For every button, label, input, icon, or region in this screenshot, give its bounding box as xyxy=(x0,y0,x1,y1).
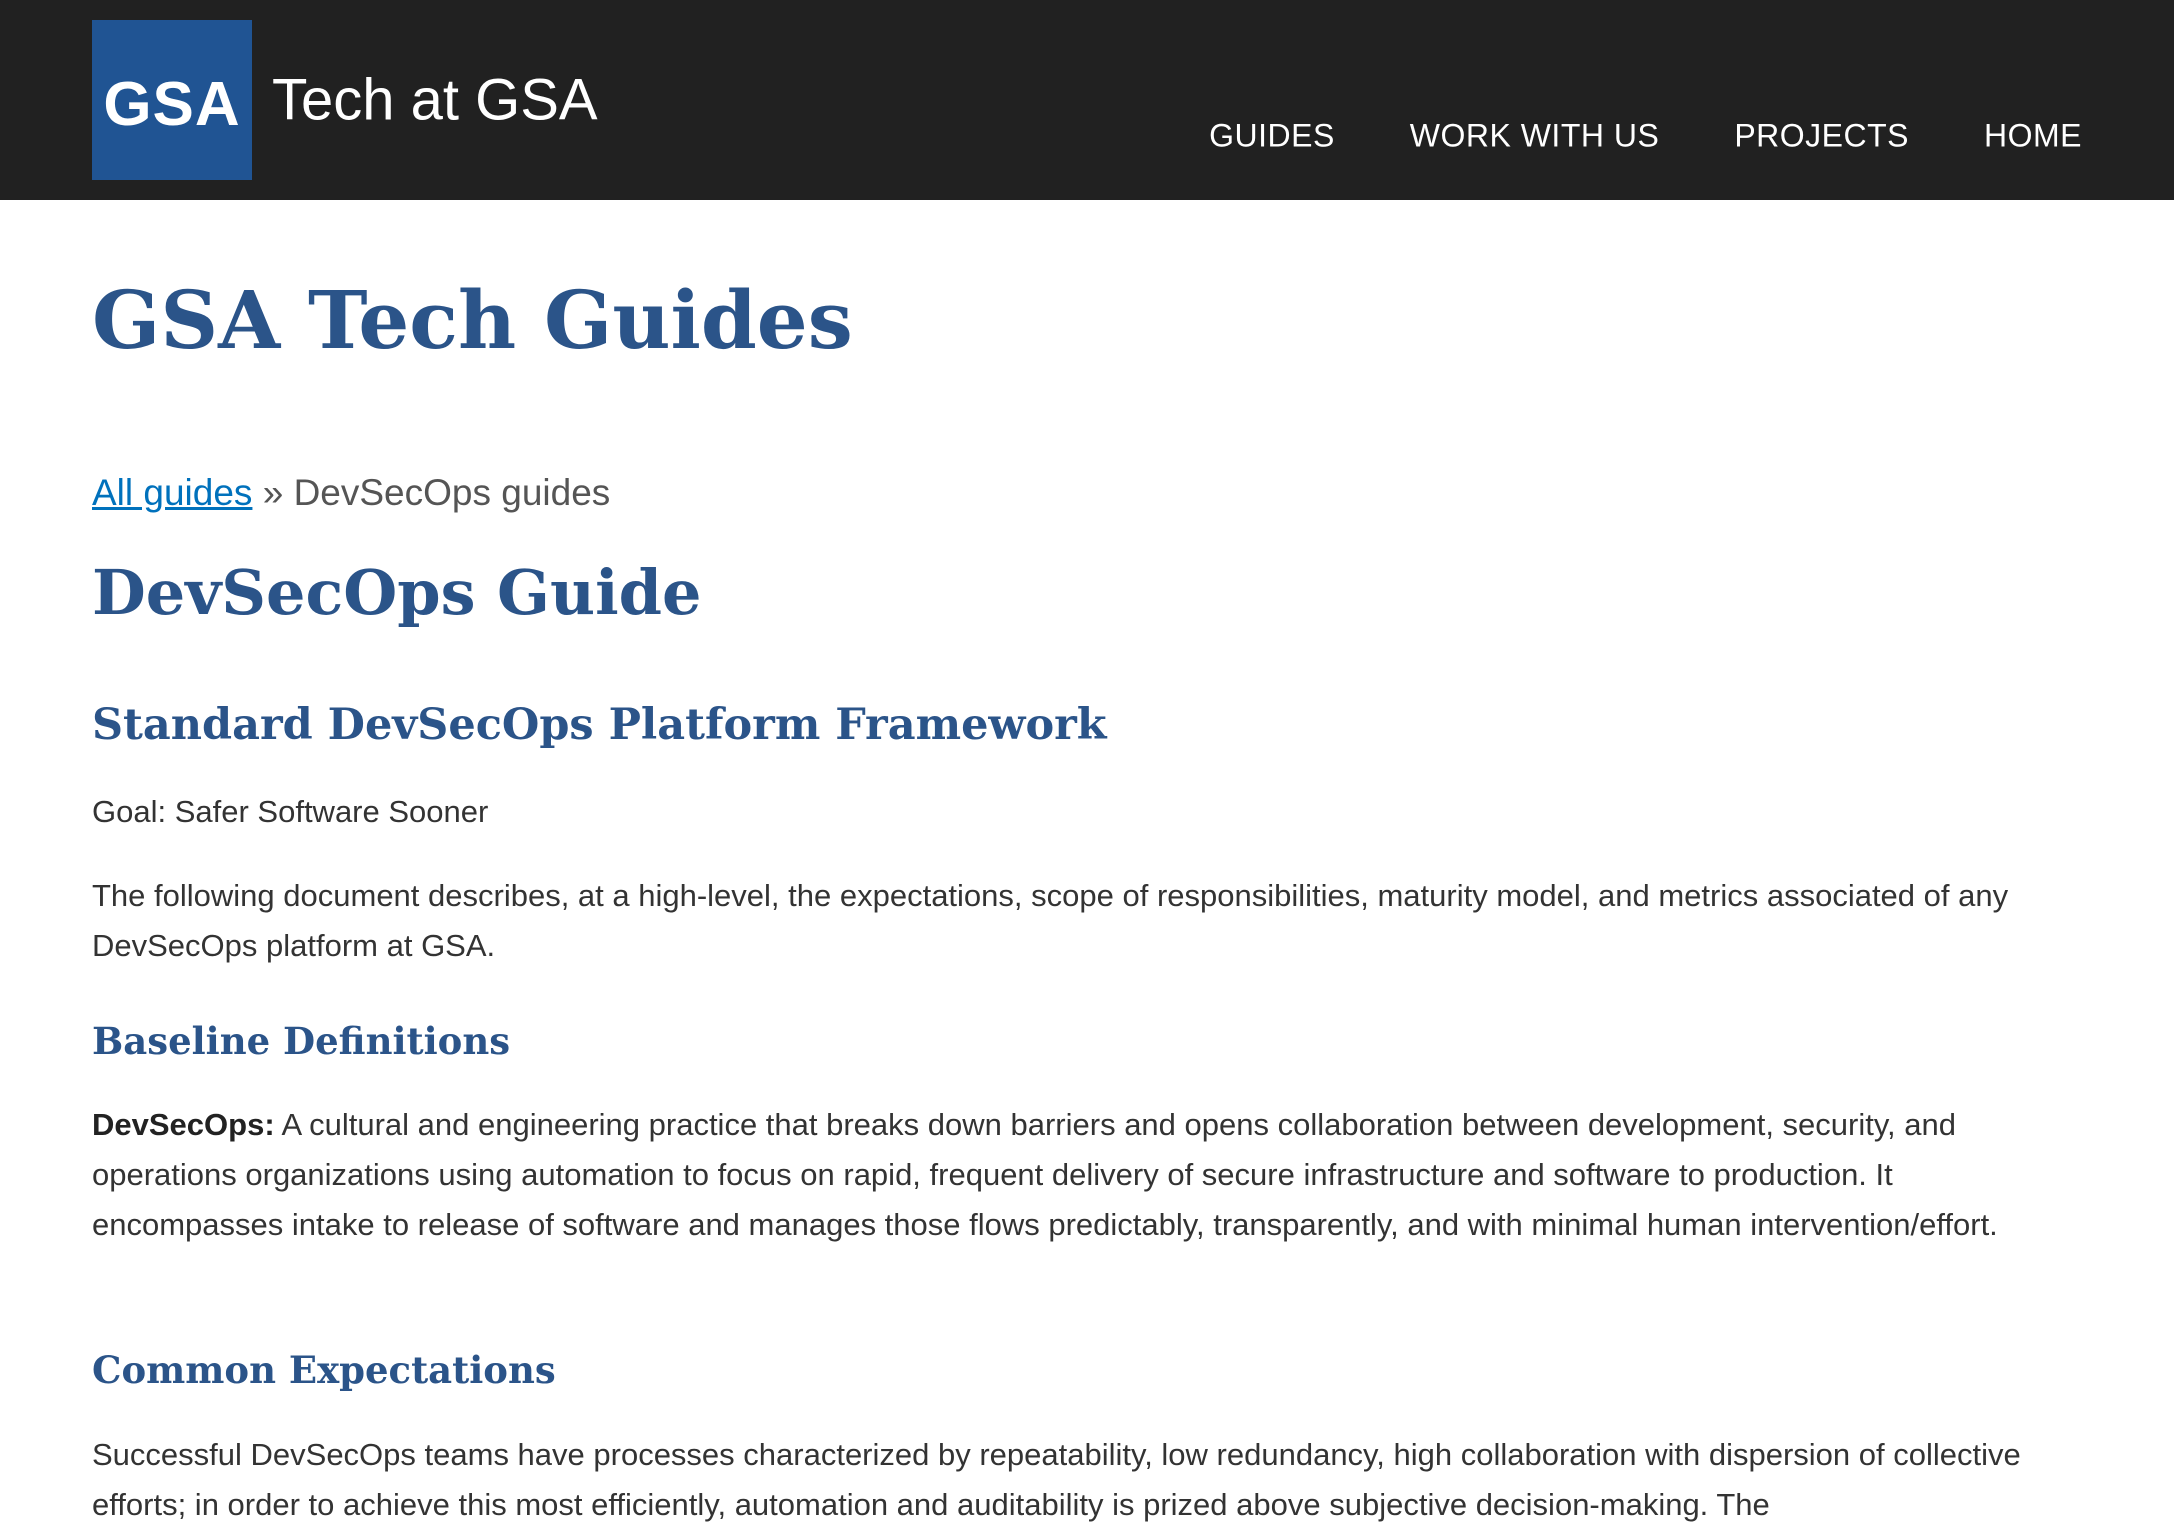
nav-projects[interactable]: PROJECTS xyxy=(1734,117,1909,154)
guide-title: DevSecOps Guide xyxy=(92,556,702,629)
section-heading-baseline: Baseline Definitions xyxy=(92,1019,511,1063)
nav-guides[interactable]: GUIDES xyxy=(1209,117,1335,154)
definition-term: DevSecOps: xyxy=(92,1107,275,1142)
expectations-paragraph: Successful DevSecOps teams have processes characterized by repeatability, low redundancy, high collaboration with dispersion of collective efforts; in order to achieve this most efficiently, automation and auditability is prized above subjective decision-making. The xyxy=(92,1437,2021,1522)
breadcrumb-current: DevSecOps guides xyxy=(293,472,611,513)
goal-paragraph: Goal: Safer Software Sooner xyxy=(92,794,489,829)
site-title-link[interactable]: Tech at GSA xyxy=(272,67,598,133)
section-heading-expectations: Common Expectations xyxy=(92,1348,556,1392)
page-title: GSA Tech Guides xyxy=(92,273,853,367)
breadcrumb xyxy=(92,472,610,514)
site-header xyxy=(0,0,2174,200)
gsa-logo[interactable] xyxy=(92,20,252,180)
nav-work-with-us[interactable]: WORK WITH US xyxy=(1409,117,1660,154)
definition-text: A cultural and engineering practice that breaks down barriers and opens collaboration between development, security, and operations organizations using automation to focus on rapid, frequent delivery of secure infrastructure and software to production. It encompasses intake to release of software and manages those flows predictably, transparently, and with minimal human intervention/effort. xyxy=(92,1107,1998,1242)
main-nav xyxy=(1209,118,2082,155)
breadcrumb-separator: » xyxy=(262,472,284,513)
description-paragraph: The following document describes, at a high-level, the expectations, scope of responsibilities, maturity model, and metrics associated of any DevSecOps platform at GSA. xyxy=(92,878,2009,963)
section-heading-framework: Standard DevSecOps Platform Framework xyxy=(92,700,1107,750)
breadcrumb-all-guides-link[interactable]: All guides xyxy=(92,472,253,513)
definition-paragraph xyxy=(92,1100,2052,1250)
gsa-logo-text: GSA xyxy=(103,69,241,139)
nav-home[interactable]: HOME xyxy=(1984,117,2082,154)
